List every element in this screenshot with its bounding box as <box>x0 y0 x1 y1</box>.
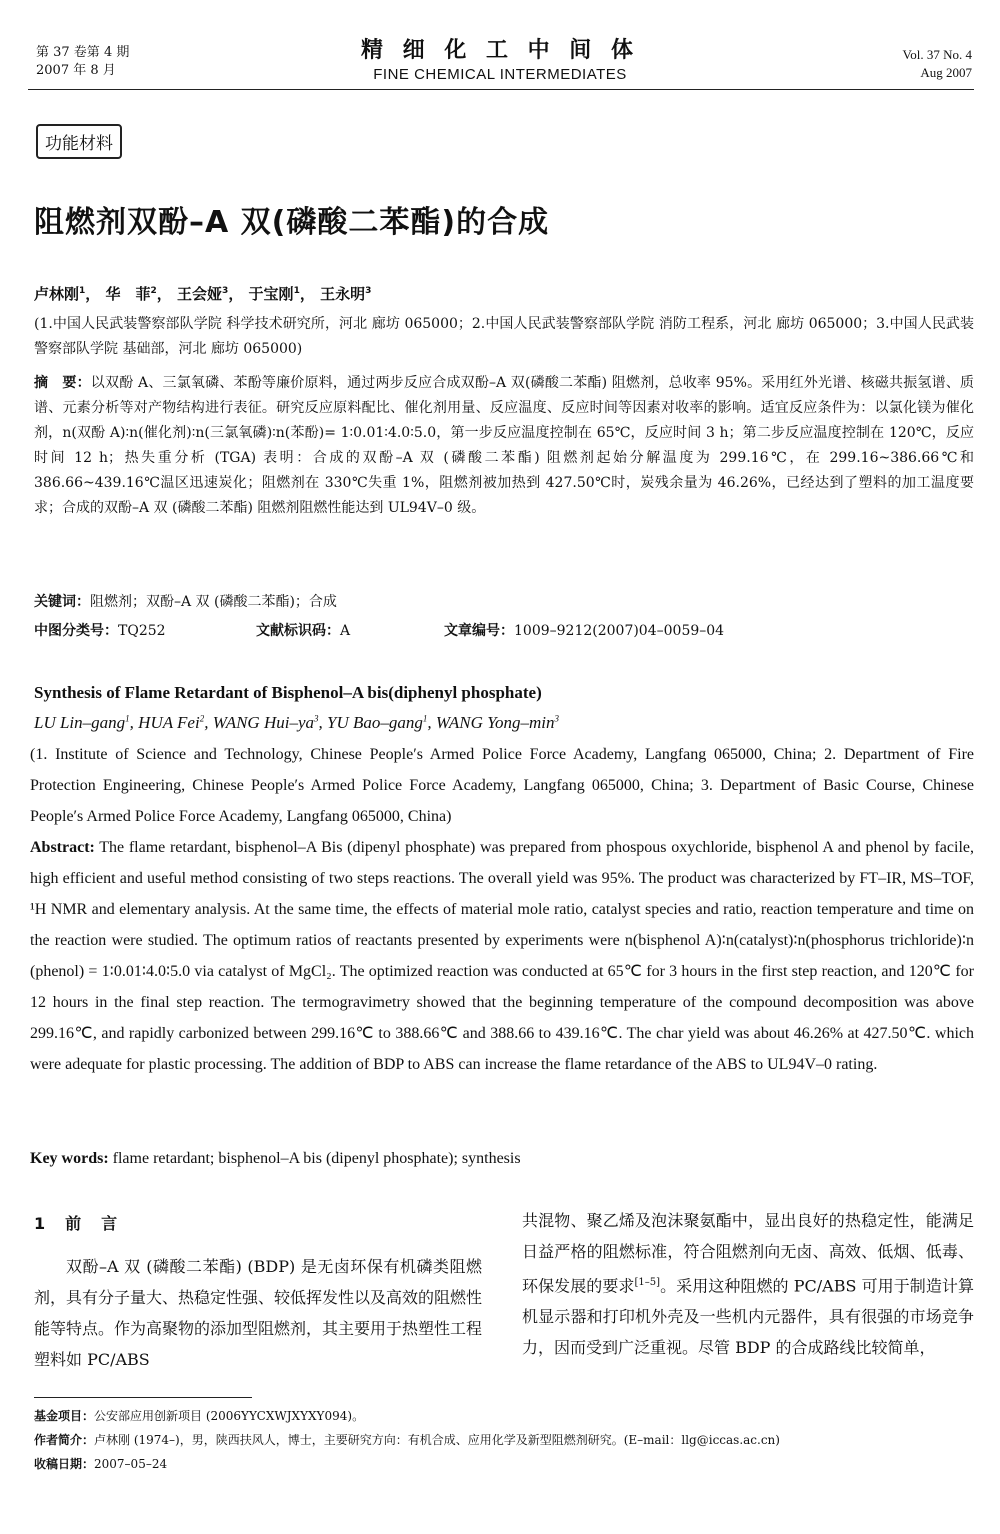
keywords-en <box>30 1143 974 1174</box>
journal-name-cn: 精 细 化 工 中 间 体 <box>361 38 639 63</box>
section-number: 1 <box>34 1214 48 1233</box>
header-date-en: Aug 2007 <box>920 65 972 80</box>
abstract-cn-text: 以双酚 A、三氯氧磷、苯酚等廉价原料，通过两步反应合成双酚–A 双(磷酸二苯酯) 阻燃剂，总收率 95%。采用红外光谱、核磁共振氢谱、质谱、元素分析等对产物结构进行表征。研究反应原料配比、催化剂用量、反应温度、反应时间等因素对收率的影响。适宜反应条件为：以氯化镁为催化剂，n(双酚 A)∶n(催化剂)∶n(三氯氧磷)∶n(苯酚)= 1∶0.01∶4.0∶5.0，第一步反应温度控制在 65℃，反应时间 3 h；第二步反应温度控制在 120℃，反应时间 12 h；热失重分析 (TGA) 表明：合成的双酚–A 双 (磷酸二苯酯) 阻燃剂起始分解温度为 299.16℃，在 299.16~386.66℃和 386.66~439.16℃温区迅速炭化；阻燃剂在 330℃失重 1%，阻燃剂被加热到 427.50℃时，炭残余量为 46.26%，已经达到了塑料的加工温度要求；合成的双酚–A 双 (磷酸二苯酯) 阻燃剂阻燃性能达到 UL94V–0 级。 <box>34 375 975 516</box>
classification-line <box>34 620 724 640</box>
doc-code-label: 文献标识码： <box>256 623 340 639</box>
author-affil-mark-en: 1 <box>125 713 130 724</box>
footnote-rule <box>34 1397 252 1398</box>
body-column-left <box>34 1208 482 1375</box>
abstract-en-label: Abstract: <box>30 839 95 856</box>
keywords-cn <box>34 590 974 615</box>
section-title: 前 言 <box>65 1214 120 1233</box>
paper-title-cn: 阻燃剂双酚–A 双(磷酸二苯酯)的合成 <box>34 205 550 240</box>
author-affil-mark-en: 3 <box>554 713 559 724</box>
author-affil-mark-en: 1 <box>422 713 428 724</box>
author-bio-label: 作者简介： <box>34 1433 95 1447</box>
keywords-cn-label: 关键词： <box>34 594 90 610</box>
abstract-en <box>30 832 974 1080</box>
header-rule <box>28 89 974 90</box>
abstract-cn-label: 摘 要： <box>34 375 91 391</box>
footnote-author <box>34 1432 984 1448</box>
fund-text: 公安部应用创新项目 (2006YYCXWJXYXY094)。 <box>94 1409 365 1423</box>
clc-value: TQ252 <box>118 623 166 639</box>
author-bio-text: 卢林刚 (1974–)，男，陕西扶风人，博士，主要研究方向：有机合成、应用化学及新型阻燃剂研究。(E–mail：llg@iccas.ac.cn) <box>94 1433 780 1447</box>
author-name: 卢林刚 <box>34 285 80 303</box>
author-list-en: LU Lin–gang$^1$, HUA Fei$^2$, WANG Hui–$ya^3$, YU Bao–gang$^1$, WANG Yong–$\min^3$ <box>34 713 559 732</box>
body-paragraph: 双酚–A 双 (磷酸二苯酯) (BDP) 是无卤环保有机磷类阻燃剂，具有分子量大、热稳定性强、较低挥发性以及高效的阻燃性能等特点。作为高聚物的添加型阻燃剂，其主要用于热塑性工程塑料如 PC/ABS <box>34 1257 483 1369</box>
clc-label: 中图分类号： <box>34 623 118 639</box>
author-affil-mark: 1 <box>79 286 86 296</box>
journal-name-en: FINE CHEMICAL INTERMEDIATES <box>373 66 627 83</box>
affiliation-cn: (1.中国人民武装警察部队学院 科学技术研究所，河北 廊坊 065000；2.中国人民武装警察部队学院 消防工程系，河北 廊坊 065000；3.中国人民武装警察部队学院 基础部，河北 廊坊 065000) <box>34 316 974 357</box>
author-name: 华 菲 <box>105 285 151 303</box>
header-issue-en <box>903 46 972 82</box>
article-no-value: 1009–9212(2007)04–0059–04 <box>514 623 725 639</box>
author-name-en: WANG Hui–ya <box>212 713 314 732</box>
author-list-cn: 卢林刚$^1$， 华 菲$^2$， 王会娅$^3$， 于宝刚$^1$， 王永明$^3$ <box>34 285 372 303</box>
author-name: 王永明 <box>320 285 366 303</box>
author-affil-mark: 1 <box>293 286 300 296</box>
abstract-en-text: The flame retardant, bisphenol–A Bis (dipenyl phosphate) was prepared from phospous oxychloride, bisphenol A and phenol by facile, high efficient and useful method consisting of two steps reactions. The overall yield was 95%. The product was characterized by FT–IR, MS–TOF, ¹H NMR and elementary analysis. At the same time, the effects of material mole ratio, catalyst species and ratio, reaction temperature and time on the reaction were studied. The optimum ratios of reactants presented by experiments were n(bisphenol A)∶n(catalyst)∶n(phosphorus trichloride)∶n (phenol) = 1∶0.01∶4.0∶5.0 via catalyst of MgCl₂. The optimized reaction was conducted at 65℃ for 3 hours in the first step reaction, and 120℃ for 12 hours in the final step reaction. The termogravimetry showed that the beginning temperature of the compound decomposition was above 299.16℃, and rapidly carbonized between 299.16℃ to 388.66℃ and 388.66 to 439.16℃. The char yield was about 46.26% at 427.50℃. which were adequate for plastic processing. The addition of BDP to ABS can increase the flame retardance of the ABS to UL94V–0 rating. <box>30 839 974 1073</box>
section-tag: 功能材料 <box>36 124 122 159</box>
section-heading <box>34 1208 482 1239</box>
author-affil-mark-en: 3 <box>314 713 319 724</box>
header-journal <box>0 38 1000 84</box>
keywords-en-label: Key words: <box>30 1150 109 1167</box>
citation-ref: [1–5] <box>634 1277 660 1288</box>
body-column-right <box>522 1205 974 1363</box>
abstract-cn <box>34 371 974 521</box>
body-paragraph-cont: 共混物、聚乙烯及泡沫聚氨酯中，显出良好的热稳定性，能满足日益严格的阻燃标准，符合阻燃剂向无卤、高效、低烟、低毒、环保发展的要求 <box>522 1211 974 1296</box>
paper-title-en: Synthesis of Flame Retardant of Bisphenol–A bis(diphenyl phosphate) <box>34 683 542 702</box>
received-date: 2007–05–24 <box>94 1457 168 1471</box>
author-affil-mark: 3 <box>222 286 229 296</box>
header-date-cn: 2007 年 8 月 <box>36 63 116 78</box>
author-name-en: WANG Yong–min <box>435 713 555 732</box>
keywords-en-text: flame retardant; bisphenol–A bis (dipenyl phosphate); synthesis <box>112 1150 521 1167</box>
author-affil-mark: 2 <box>150 286 157 296</box>
fund-label: 基金项目： <box>34 1409 95 1423</box>
author-name-en: YU Bao–gang <box>327 713 423 732</box>
received-label: 收稿日期： <box>34 1457 95 1471</box>
author-name-en: HUA Fei <box>138 713 200 732</box>
author-affil-mark-en: 2 <box>199 713 205 724</box>
author-name: 于宝刚 <box>248 285 294 303</box>
affiliation-en: (1. Institute of Science and Technology, Chinese People′s Armed Police Force Academy, Langfang 065000, China; 2. Department of Fire Protection Engineering, Chinese People′s Armed Police Force Academy, Langfang 065000, China; 3. Department of Basic Course, Chinese People′s Armed Police Force Academy, Langfang 065000, China) <box>30 746 974 825</box>
footnote-received <box>34 1456 984 1472</box>
footnote-fund <box>34 1408 984 1424</box>
article-no-label: 文章编号： <box>444 623 514 639</box>
author-name: 王会娅 <box>177 285 223 303</box>
body-paragraph-cont-b: 。采用这种阻燃的 PC/ABS 可用于制造计算机显示器和打印机外壳及一些机内元器件，具有很强的市场竞争力，因而受到广泛重视。尽管 BDP 的合成路线比较简单， <box>522 1276 974 1358</box>
header-volume-cn: 第 37 卷第 4 期 <box>36 45 130 60</box>
keywords-cn-text: 阻燃剂；双酚–A 双 (磷酸二苯酯)；合成 <box>90 594 337 610</box>
doc-code-value: A <box>340 623 351 639</box>
author-affil-mark: 3 <box>365 286 372 296</box>
header-volume-en: Vol. 37 No. 4 <box>902 47 972 62</box>
author-name-en: LU Lin–gang <box>34 713 126 732</box>
